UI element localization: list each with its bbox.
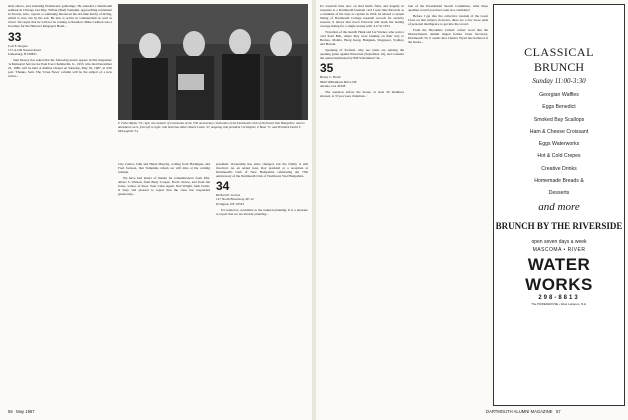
ad-mascoma: MASCOMA • RIVER	[532, 246, 586, 253]
class-address-34: Richard F. Graves 147 North Broadway, #F-12 Irvington, NY 10533	[216, 193, 254, 206]
ad-time: Sunday 11:00-3:30	[532, 77, 586, 85]
menu-item: Eggs Benedict	[542, 104, 576, 111]
right-column-1-final: The question before the house, at least 20 members showed, is 'If you were chairman...'	[320, 89, 404, 98]
ad-phone: 298-8813	[538, 294, 580, 301]
column-2-bottom-text: We have had letters of thanks for remembrances from Mrs. Albert S. Watson, from Betty Cooper, Fred's widow, and from Jan Jones, widow of Ross. Your Class Agent, Ned Wright, Sam Cutler, is busy and pleased to report that the class has responded generously...	[118, 175, 210, 197]
class-address: Carl E. Rogers 157-A Old Nassau Road Jamesburg, NJ 08831	[8, 43, 41, 56]
right-column-1-mid: Travellers of the month: Hank and Liz Warner, who went a card from Bali, where they were basking on their way to Borneo, Manila, Hong Kong, Bangkok, Singapore, Sydney, and Hawaii.	[320, 30, 404, 47]
right-column-2-text: tion of the Presidential Search Committee, what three qualities would you most want in a candidate?	[408, 4, 488, 13]
right-column-1	[320, 4, 404, 410]
ad-waterworks-logo: WATER WORKS	[525, 254, 593, 294]
left-page	[0, 0, 312, 420]
ad-small-print: The POWERHOUSE • West Lebanon, N.H.	[531, 301, 587, 306]
right-column-2	[408, 4, 488, 410]
menu-item: Georgian Waffles	[539, 92, 579, 98]
ad-open-hours: open seven days a week	[531, 238, 587, 245]
class-number-35: 35	[320, 61, 334, 76]
column-1-bottom-text: Sam Dewey has asked that the following notice appear in this magazine: 'A Memorial Service for Paul Ives Chamberlin, Jr., 1933, who died December 22, 1986, will be held at Rollins Chapel on Saturday, May 29, 1987, at 4:30 p.m.' Thanks, Sam. The 'Class News' column will be the subject of a new writer...	[8, 57, 112, 79]
page-number: 56	[8, 409, 13, 414]
publication-name: DARTMOUTH ALUMNI MAGAZINE	[486, 409, 553, 414]
class-number-34: 34	[216, 179, 230, 194]
menu-item: Eggs Waterworks	[538, 141, 580, 148]
right-column-2-bottom: From the 'Brookline Citizen' comes word that the Massachusetts alumni ringed former Class Secretary, Dartmouth '35, it seems that Charles Wyatt has hollered at the hooks...	[408, 27, 488, 44]
left-column-3	[216, 162, 308, 410]
right-column-2-mid: Before I get into the collective wisdom of the Great Class on that subject, however, there are a few loose ends of personal intelligence to get into the record.	[408, 13, 488, 26]
page-number-left	[8, 409, 35, 414]
ad-menu	[494, 89, 624, 200]
class-photo	[118, 4, 308, 120]
menu-item: Smoked Bay Scallops	[533, 116, 585, 123]
photo-illustration	[118, 4, 308, 120]
ad-headline-brunch: BRUNCH	[533, 60, 584, 74]
column-3-text: president. Ownership has since changed, but the family is still involved. As an added note, Ray presided at a reception at Dartmouth's Club of New Hampshire celebrating the 75th anniversary of the Dartmouth Club of Northwest Vast Hampshire.	[216, 162, 308, 179]
left-column-1	[8, 4, 112, 410]
brunch-advertisement	[493, 4, 625, 406]
page-number-right: 57	[555, 409, 561, 414]
right-footer	[486, 409, 561, 414]
menu-item: Desserts	[548, 190, 570, 197]
right-column-1-bottom: Speaking of football, why our plans are sensing the opening game against Princeton (September 19), and consider the option mentioned by Bill Schermund '34...	[320, 48, 404, 61]
right-column-1-text: It's baseball time now on Red Rolfe field, and happily in response to a Dartmouth baseball card I sent Jake Edwards as a reminder of his days as captain in 1934, he shared a current listing of Dartmouth College baseball records for security reasons. It shows that Jacob Edwards still leads the batting average listing for a single season with .417 in 1933.	[320, 4, 404, 29]
column-1-text: slide shows, and attending Elderhostel gatherings. He attended a Dartmouth seminar in Chicago last May. Wilbur (Bud) Tompkin, approaching retirement in Tucson, Ariz., reports a continuing interest in his old-time hobby of diving, which is now run by his son. He also is active in volunteerism as well as travel. We regret that he will not be coming to Reunion. Mike Cashion was a brochure for the Hanover Kingspert Hotel...	[8, 4, 112, 29]
left-column-2	[118, 162, 210, 410]
ad-brunch-title: BRUNCH BY THE RIVERSIDE	[495, 220, 623, 231]
ad-and-more: and more	[538, 200, 580, 213]
issue-month: May 1987	[16, 409, 35, 414]
class-number-33: 33	[8, 29, 22, 44]
column-3-bottom-text: Ed wanted to contribute to the reunion planning. It is a pleasure to report that we are already planning...	[216, 207, 308, 216]
menu-item: Ham & Cheese Croissant	[529, 128, 589, 135]
menu-item: Hot & Cold Crepes	[537, 153, 581, 160]
column-2-text: City Center, John and Helen Murphy, writing from Harlingen, and Fred Jackson, that Tompkins whom we will miss at the coming reunion.	[118, 162, 210, 175]
menu-item: Homemade Breads &	[534, 178, 584, 185]
ad-headline-classical: CLASSICAL	[524, 45, 594, 59]
menu-item: Creative Drinks	[541, 165, 577, 172]
class-address-35: Henry C. Boldt 8460 Williamson Drive NE Atlanta, GA 30328	[320, 75, 357, 88]
photo-caption: F. Fuller Ripley '33, right, one member of ceremonies at the 75th anniversary celebration of the Dartmouth Club of Northwest Vast Hampshire. Also in attendance were, from left to right, club historian Albert Moore Liston '47, outgoing club president Christopher V. Bean '71, and President David T. McLaughlin '54.	[118, 121, 305, 133]
